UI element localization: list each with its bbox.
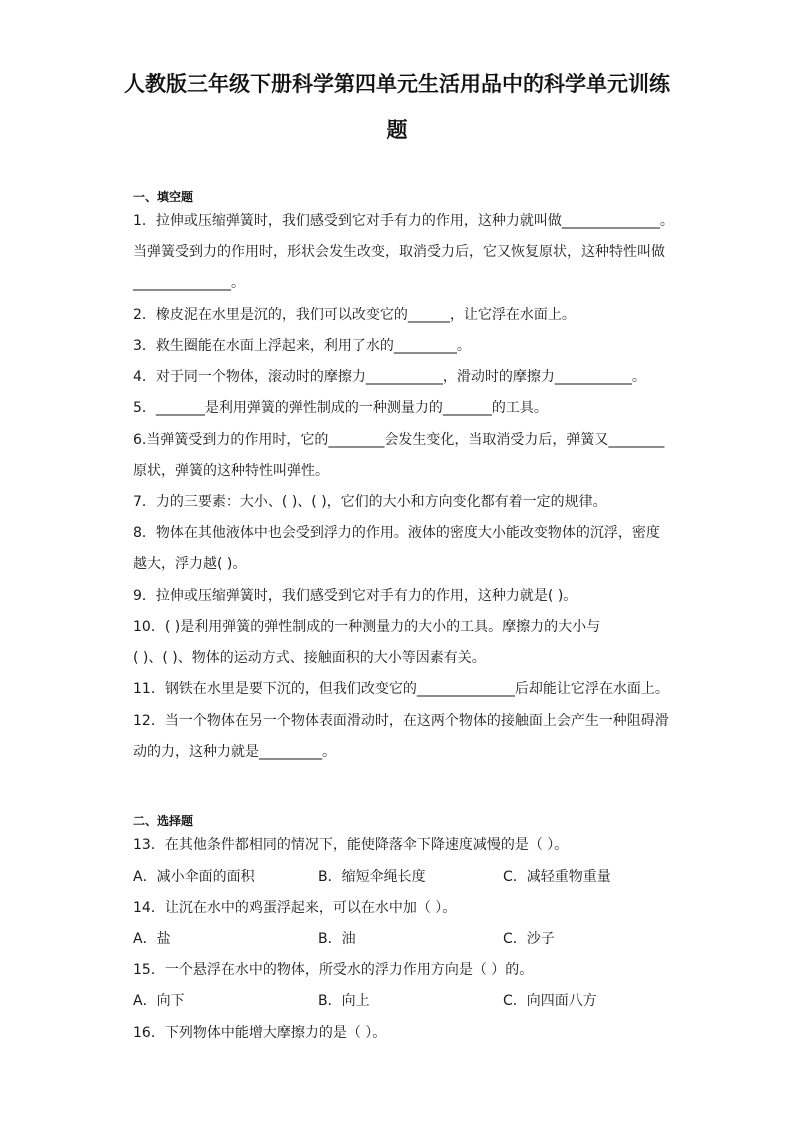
question-stem: 14．让沉在水中的鸡蛋浮起来，可以在水中加（ ）。 — [133, 900, 457, 916]
option-b: B．缩短伞绳长度 — [318, 869, 426, 885]
section-fill-in-heading: 一、填空题 — [133, 190, 194, 204]
question-line: 越大，浮力越( )。 — [133, 556, 247, 572]
question-line: 6.当弹簧受到力的作用时，它的________会发生变化，当取消受力后，弹簧又________ — [133, 432, 665, 448]
question-line: 当弹簧受到力的作用时，形状会发生改变，取消受力后，它又恢复原状，这种特性叫做 — [133, 244, 665, 260]
question-line: ( )、( )、物体的运动方式、接触面积的大小等因素有关。 — [133, 650, 486, 666]
option-c: C．向四面八方 — [503, 993, 597, 1009]
question-line: 1．拉伸或压缩弹簧时，我们感受到它对手有力的作用，这种力就叫做______________。 — [133, 213, 674, 229]
question-stem: 13．在其他条件都相同的情况下，能使降落伞下降速度减慢的是（ ）。 — [133, 837, 569, 853]
option-c: C．减轻重物重量 — [503, 869, 611, 885]
question-line: 7．力的三要素：大小、( )、( )，它们的大小和方向变化都有着一定的规律。 — [133, 494, 607, 510]
question-stem: 15．一个悬浮在水中的物体，所受水的浮力作用方向是（ ）的。 — [133, 962, 534, 978]
question-line: 11．钢铁在水里是要下沉的，但我们改变它的______________后却能让它浮在水面上。 — [133, 681, 669, 697]
option-b: B．油 — [318, 931, 356, 947]
question-line: 动的力，这种力就是_________。 — [133, 744, 336, 760]
option-c: C．沙子 — [503, 931, 555, 947]
question-line: ______________。 — [133, 275, 245, 291]
option-a: A．盐 — [133, 931, 171, 947]
question-stem: 16．下列物体中能增大摩擦力的是（ ）。 — [133, 1025, 387, 1041]
question-line: 12．当一个物体在另一个物体表面滑动时，在这两个物体的接触面上会产生一种阻碍滑 — [133, 713, 669, 729]
question-line: 3．救生圈能在水面上浮起来，利用了水的_________。 — [133, 338, 471, 354]
question-line: 9．拉伸或压缩弹簧时，我们感受到它对手有力的作用，这种力就是( )。 — [133, 588, 578, 604]
page-title-line-2: 题 — [386, 117, 408, 142]
option-a: A．减小伞面的面积 — [133, 869, 255, 885]
option-b: B．向上 — [318, 993, 370, 1009]
question-line: 10．( )是利用弹簧的弹性制成的一种测量力的大小的工具。摩擦力的大小与 — [133, 619, 601, 635]
question-line: 5．_______是利用弹簧的弹性制成的一种测量力的_______的工具。 — [133, 400, 548, 416]
section-choice-heading: 二、选择题 — [133, 814, 194, 828]
option-a: A．向下 — [133, 993, 185, 1009]
question-line: 2．橡皮泥在水里是沉的，我们可以改变它的______，让它浮在水面上。 — [133, 307, 576, 323]
question-line: 8．物体在其他液体中也会受到浮力的作用。液体的密度大小能改变物体的沉浮，密度 — [133, 525, 660, 541]
question-line: 4．对于同一个物体，滚动时的摩擦力___________，滑动时的摩擦力___________。 — [133, 369, 646, 385]
question-line: 原状，弹簧的这种特性叫弹性。 — [133, 463, 329, 479]
page-title-line-1: 人教版三年级下册科学第四单元生活用品中的科学单元训练 — [124, 71, 670, 96]
